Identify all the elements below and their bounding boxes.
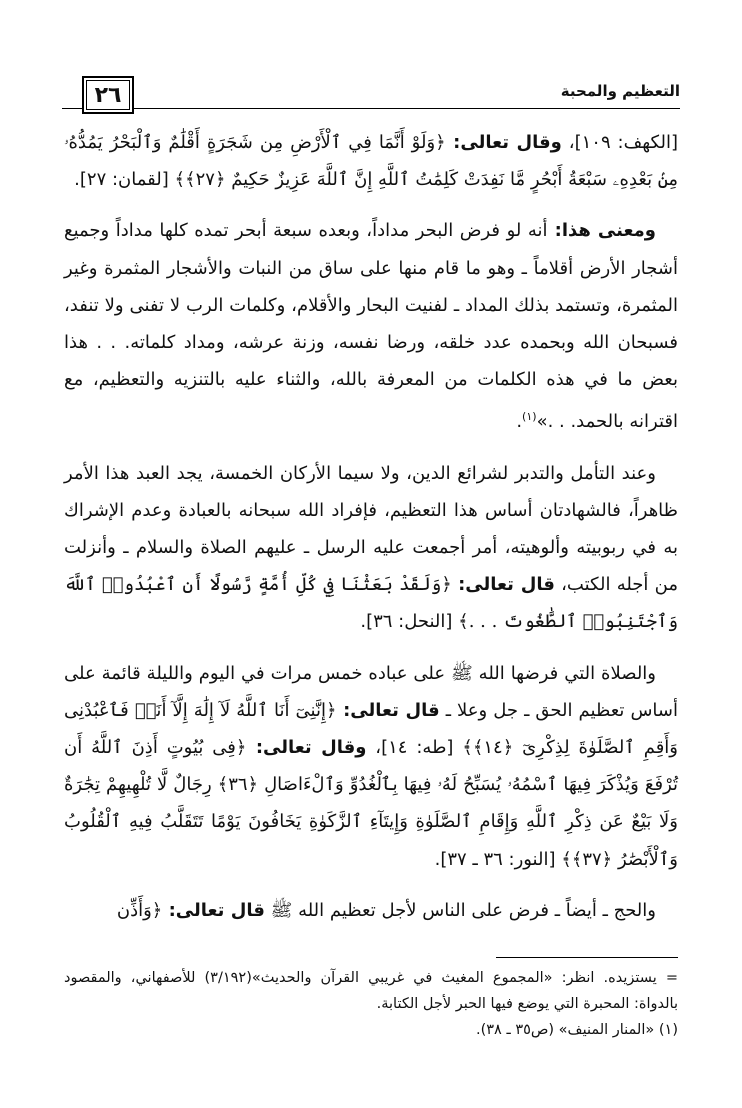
quote-intro: قال تعالى:: [162, 899, 265, 921]
citation: [طه: ١٤]،: [366, 737, 463, 759]
paragraph-text: والصلاة التي فرضها الله ﷺ على عباده خمس مرات في اليوم والليلة قائمة على أساس تعظيم الحق ـ جل وعلا ـ: [64, 662, 678, 721]
citation: [لقمان: ٢٧].: [74, 169, 175, 191]
footnote-1: (١) «المنار المنيف» (ص٣٥ ـ ٣٨).: [475, 1022, 678, 1038]
page-number-box: [82, 76, 134, 114]
citation: [الكهف: ١٠٩]،: [561, 132, 678, 153]
main-text: [64, 124, 678, 943]
paragraph-1: [64, 124, 678, 198]
header-rule: [62, 108, 680, 109]
quote-intro: قال تعالى:: [336, 699, 440, 721]
quran-verse: ﴿وَأَذِّن: [116, 899, 163, 921]
quote-intro: قال تعالى:: [458, 574, 555, 596]
paragraph-2: [64, 212, 678, 440]
running-title: التعظيم والمحبة: [560, 82, 680, 100]
footnote-continued: = يستزيده. انظر: «المجموع المغيث في غريبي القرآن والحديث»(٣/١٩٢) للأصفهاني، والمقصود بالدواة: المحبرة التي يوضع فيها الحبر لأجل الكتابة.: [64, 970, 678, 1012]
quote-intro: وقال تعالى:: [445, 132, 562, 153]
quran-verse: ﴿إِنَّنِىٓ أَنَا ٱللَّهُ لَآ إِلَٰهَ إِلَّآ أَنَا۠ فَٱعْبُدْنِى وَأَقِمِ ٱلصَّلَوٰةَ لِذِكْرِىٓ ﴿١٤﴾﴾: [64, 699, 678, 759]
paragraph-4: [64, 655, 678, 878]
footnotes: [64, 965, 678, 1043]
quote-intro: وقال تعالى:: [246, 737, 367, 759]
page-number: ٢٦: [94, 82, 122, 108]
paragraph-5: [64, 892, 678, 929]
paragraph-text: والحج ـ أيضاً ـ فرض على الناس لأجل تعظيم الله ﷺ: [264, 899, 656, 921]
footnote-separator: [496, 957, 678, 958]
quran-verse: ﴿فِى بُيُوتٍ أَذِنَ ٱللَّهُ أَن تُرْفَعَ وَيُذْكَرَ فِيهَا ٱسْمُهُۥ يُسَبِّحُ لَهُۥ فِيهَا بِٱلْغُدُوِّ وَٱلْءَاصَالِ ﴿٣٦﴾ رِجَالٌ لَّا تُلْهِيهِمْ تِجَٰرَةٌ وَلَا بَيْعٌ عَن ذِكْرِ ٱللَّهِ وَإِقَامِ ٱلصَّلَوٰةِ وَإِيتَآءِ ٱلزَّكَوٰةِ يَخَافُونَ يَوْمًا تَتَقَلَّبُ فِيهِ ٱلْقُلُوبُ وَٱلْأَبْصَٰرُ ﴿٣٧﴾﴾: [64, 737, 679, 870]
lead-phrase: ومعنى هذا:: [547, 220, 656, 242]
paragraph-3: [64, 455, 678, 641]
footnote-marker: (١): [522, 410, 537, 424]
citation: [النحل: ٣٦].: [360, 611, 459, 633]
paragraph-text: وعند التأمل والتدبر لشرائع الدين، ولا سيما الأركان الخمسة، يجد العبد هذا الأمر ظاهراً، فالشهادتان أساس هذا التعظيم، فإفراد الله سبحانه بالعبادة وعدم الإشراك به في ربوبيته وألوهيته، أمر أجمعت عليه الرسل ـ عليهم الصلاة والسلام ـ وأنزلت من أجله الكتب،: [64, 462, 679, 596]
paragraph-end: .: [516, 411, 523, 433]
quran-verse: ﴿وَلَوْ أَنَّمَا فِي ٱلْأَرْضِ مِن شَجَرَةٍ أَقْلَٰمٌ وَٱلْبَحْرُ يَمُدُّهُۥ مِنۢ بَعْدِهِۦ سَبْعَةُ أَبْحُرٍ مَّا نَفِدَتْ كَلِمَٰتُ ٱللَّهِ إِنَّ ٱللَّهَ عَزِيزٌ حَكِيمٌ ﴿٢٧﴾﴾: [64, 132, 678, 191]
citation: [النور: ٣٦ ـ ٣٧].: [434, 848, 562, 870]
quran-verse: ﴿وَلَقَدْ بَعَثْنَا فِي كُلِّ أُمَّةٍ رَّسُولًا أَنِ ٱعْبُدُوا۟ ٱللَّهَ وَٱجْتَنِبُوا۟ ٱلطَّٰغُوتَ . . .﴾: [64, 574, 678, 633]
page-header: [62, 76, 680, 116]
paragraph-text: أنه لو فرض البحر مداداً، وبعده سبعة أبحر تمده كلها مداداً وجميع أشجار الأرض أقلاماً ـ وهو ما قام منها على ساق من النبات والأشجار المثمرة وغير المثمرة، وتستمد بذلك المداد ـ لفنيت البحار والأقلام، وكلمات الرب لا تفنى ولا تنفد، فسبحان الله وبحمده عدد خلقه، ورضا نفسه، وزنة عرشه، ومداد كلماته. . . هذا بعض ما في هذه الكلمات من المعرفة بالله، والثناء عليه بالتنزيه والتعظيم، مع اقترانه بالحمد. . .»: [64, 220, 678, 433]
